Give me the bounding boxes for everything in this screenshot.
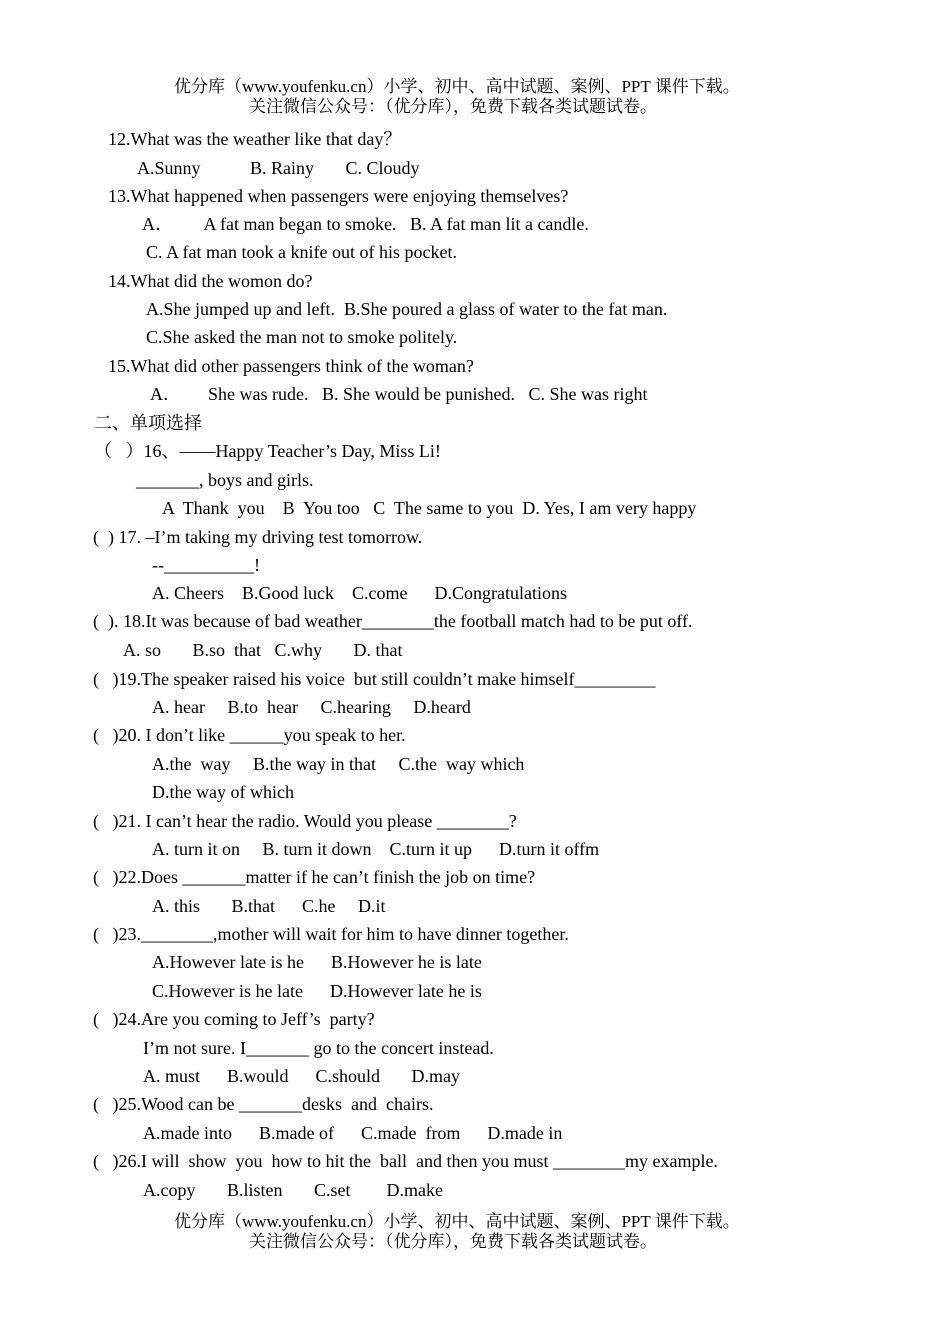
question-13-options-1: A． A fat man began to smoke. B. A fat man lit a candle. <box>142 214 589 234</box>
item-25-question: ( )25.Wood can be _______desks and chairs. <box>93 1094 434 1114</box>
item-16-line-1: _______, boys and girls. <box>136 470 314 490</box>
question-14: 14.What did the womon do? <box>108 271 313 291</box>
question-13: 13.What happened when passengers were enjoying themselves? <box>108 186 569 206</box>
footer-line-1: 优分库（www.youfenku.cn）小学、初中、高中试题、案例、PPT 课件下载。 <box>174 1212 740 1231</box>
question-15-options: A． She was rude. B. She would be punished. C. She was right <box>150 384 648 404</box>
item-26-options: A.copy B.listen C.set D.make <box>143 1180 443 1200</box>
question-12-options: A.Sunny B. Rainy C. Cloudy <box>137 158 420 178</box>
header-line-1: 优分库（www.youfenku.cn）小学、初中、高中试题、案例、PPT 课件下载。 <box>174 77 740 96</box>
question-12: 12.What was the weather like that day？ <box>108 129 402 149</box>
item-21-question: ( )21. I can’t hear the radio. Would you please ________? <box>93 811 517 831</box>
item-18-options: A. so B.so that C.why D. that <box>123 640 403 660</box>
item-22-options: A. this B.that C.he D.it <box>152 896 386 916</box>
item-19-question: ( )19.The speaker raised his voice but still couldn’t make himself_________ <box>93 669 656 689</box>
item-20-options-2: D.the way of which <box>152 782 294 802</box>
item-24-question: ( )24.Are you coming to Jeff’s party? <box>93 1009 375 1029</box>
item-21-options: A. turn it on B. turn it down C.turn it up D.turn it offm <box>152 839 600 859</box>
item-23-options-1: A.However late is he B.However he is late <box>152 952 482 972</box>
item-18-question: ( ). 18.It was because of bad weather________the football match had to be put off. <box>93 611 693 631</box>
item-24-options: A. must B.would C.should D.may <box>143 1066 461 1086</box>
item-24-line-1: I’m not sure. I_______ go to the concert instead. <box>143 1038 494 1058</box>
item-17-question: ( ) 17. –I’m taking my driving test tomorrow. <box>93 527 423 547</box>
footer-line-2: 关注微信公众号：（优分库），免费下载各类试题试卷。 <box>249 1232 657 1251</box>
item-16-question: （ ）16、——Happy Teacher’s Day, Miss Li! <box>94 441 441 461</box>
item-23-question: ( )23.________,mother will wait for him to have dinner together. <box>93 924 569 944</box>
item-19-options: A. hear B.to hear C.hearing D.heard <box>152 697 471 717</box>
question-15: 15.What did other passengers think of the woman? <box>108 356 474 376</box>
item-16-options: A Thank you B You too C The same to you D. Yes, I am very happy <box>162 498 697 518</box>
question-13-options-2: C. A fat man took a knife out of his pocket. <box>146 242 457 262</box>
question-14-options-2: C.She asked the man not to smoke politely. <box>146 327 458 347</box>
question-14-options-1: A.She jumped up and left. B.She poured a glass of water to the fat man. <box>146 299 668 319</box>
item-20-question: ( )20. I don’t like ______you speak to her. <box>93 725 406 745</box>
item-17-options: A. Cheers B.Good luck C.come D.Congratulations <box>152 583 567 603</box>
item-26-question: ( )26.I will show you how to hit the ball and then you must ________my example. <box>93 1151 718 1171</box>
item-17-line-1: --__________! <box>152 555 260 575</box>
item-23-options-2: C.However is he late D.However late he is <box>152 981 482 1001</box>
item-22-question: ( )22.Does _______matter if he can’t finish the job on time? <box>93 867 536 887</box>
item-20-options-1: A.the way B.the way in that C.the way which <box>152 754 525 774</box>
section-title: 二、单项选择 <box>94 413 202 433</box>
item-25-options: A.made into B.made of C.made from D.made in <box>143 1123 563 1143</box>
header-line-2: 关注微信公众号：（优分库），免费下载各类试题试卷。 <box>249 97 657 116</box>
